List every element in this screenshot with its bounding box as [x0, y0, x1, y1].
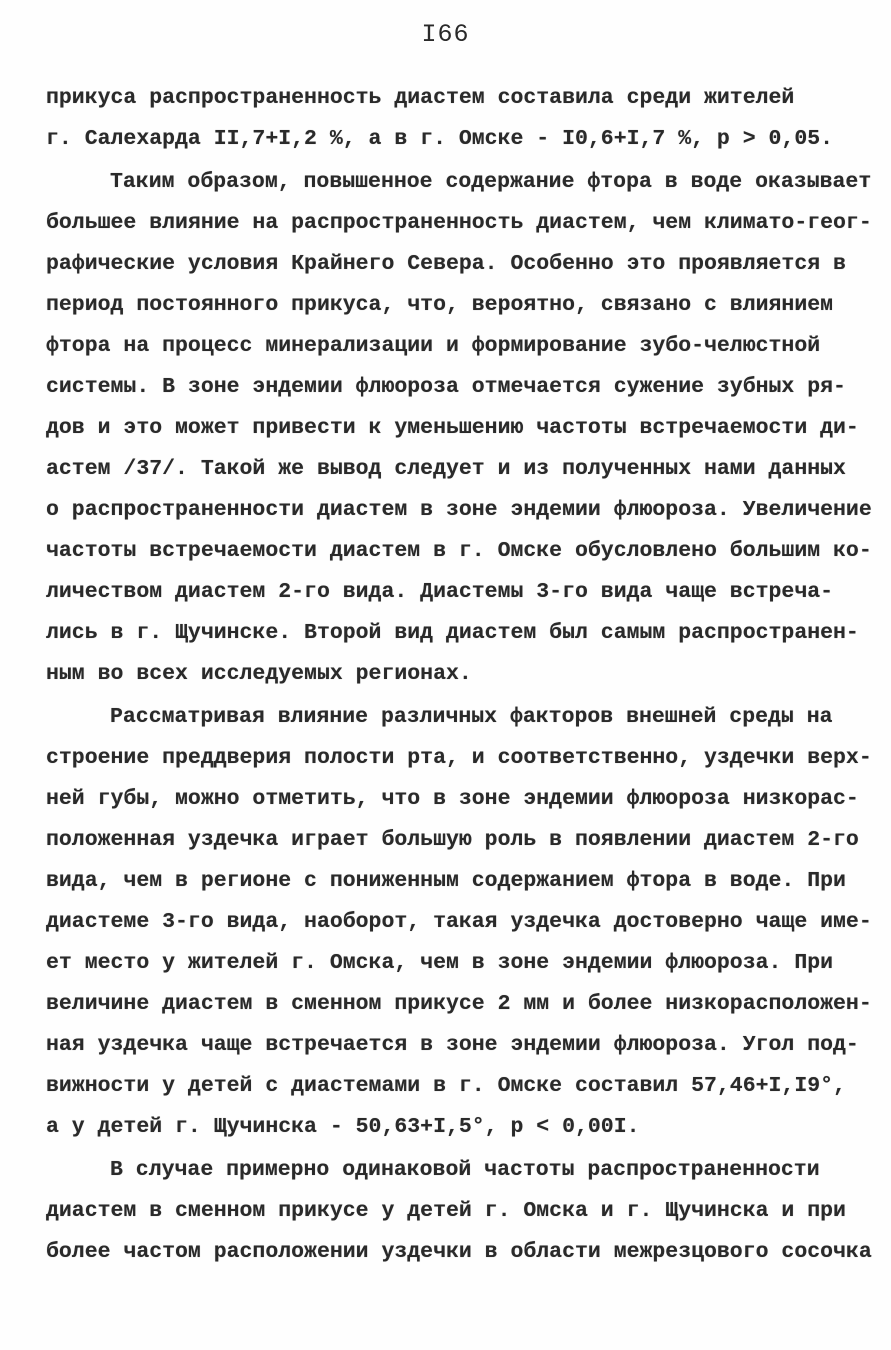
paragraph-start-line: Рассматривая влияние различных факторов внешней среды на [110, 705, 833, 729]
text-line: астем /37/. Такой же вывод следует и из полученных нами данных [46, 457, 846, 481]
text-line: более частом расположении уздечки в области межрезцового сосочка [46, 1240, 872, 1264]
text-line: период постоянного прикуса, что, вероятно, связано с влиянием [46, 293, 834, 317]
text-line: личеством диастем 2-го вида. Диастемы 3-го вида чаще встреча- [46, 580, 834, 604]
text-line: ней губы, можно отметить, что в зоне эндемии флюороза низкорас- [46, 787, 859, 811]
text-line: г. Салехарда II,7+I,2 %, а в г. Омске - I0,6+I,7 %, р > 0,05. [46, 127, 834, 151]
text-line: ным во всех исследуемых регионах. [46, 662, 472, 686]
text-line: ная уздечка чаще встречается в зоне эндемии флюороза. Угол под- [46, 1033, 859, 1057]
text-line: рафические условия Крайнего Севера. Особенно это проявляется в [46, 252, 846, 276]
text-line: частоты встречаемости диастем в г. Омске обусловлено большим ко- [46, 539, 872, 563]
body-text [0, 78, 891, 1273]
text-line: о распространенности диастем в зоне эндемии флюороза. Увеличение [46, 498, 872, 522]
paragraph-start-line: В случае примерно одинаковой частоты распространенности [110, 1158, 820, 1182]
text-line: строение преддверия полости рта, и соответственно, уздечки верх- [46, 746, 872, 770]
text-line: вижности у детей с диастемами в г. Омске составил 57,46+I,I9°, [46, 1074, 846, 1098]
text-line: диастеме 3-го вида, наоборот, такая уздечка достоверно чаще име- [46, 910, 872, 934]
text-line: диастем в сменном прикусе у детей г. Омска и г. Щучинска и при [46, 1199, 846, 1223]
page-number: I66 [421, 20, 470, 49]
text-line: прикуса распространенность диастем составила среди жителей [46, 86, 795, 110]
text-line: системы. В зоне эндемии флюороза отмечается сужение зубных ря- [46, 375, 846, 399]
text-line: величине диастем в сменном прикусе 2 мм и более низкорасположен- [46, 992, 872, 1016]
text-line: большее влияние на распространенность диастем, чем климато-геог- [46, 211, 872, 235]
text-line: лись в г. Щучинске. Второй вид диастем был самым распространен- [46, 621, 859, 645]
paragraph-start-line: Таким образом, повышенное содержание фтора в воде оказывает [110, 170, 872, 194]
text-line: положенная уздечка играет большую роль в появлении диастем 2-го [46, 828, 859, 852]
text-line: а у детей г. Щучинска - 50,63+I,5°, р < 0,00I. [46, 1115, 640, 1139]
text-line: фтора на процесс минерализации и формирование зубо-челюстной [46, 334, 821, 358]
text-line: дов и это может привести к уменьшению частоты встречаемости ди- [46, 416, 859, 440]
text-line: ет место у жителей г. Омска, чем в зоне эндемии флюороза. При [46, 951, 834, 975]
text-line: вида, чем в регионе с пониженным содержанием фтора в воде. При [46, 869, 846, 893]
